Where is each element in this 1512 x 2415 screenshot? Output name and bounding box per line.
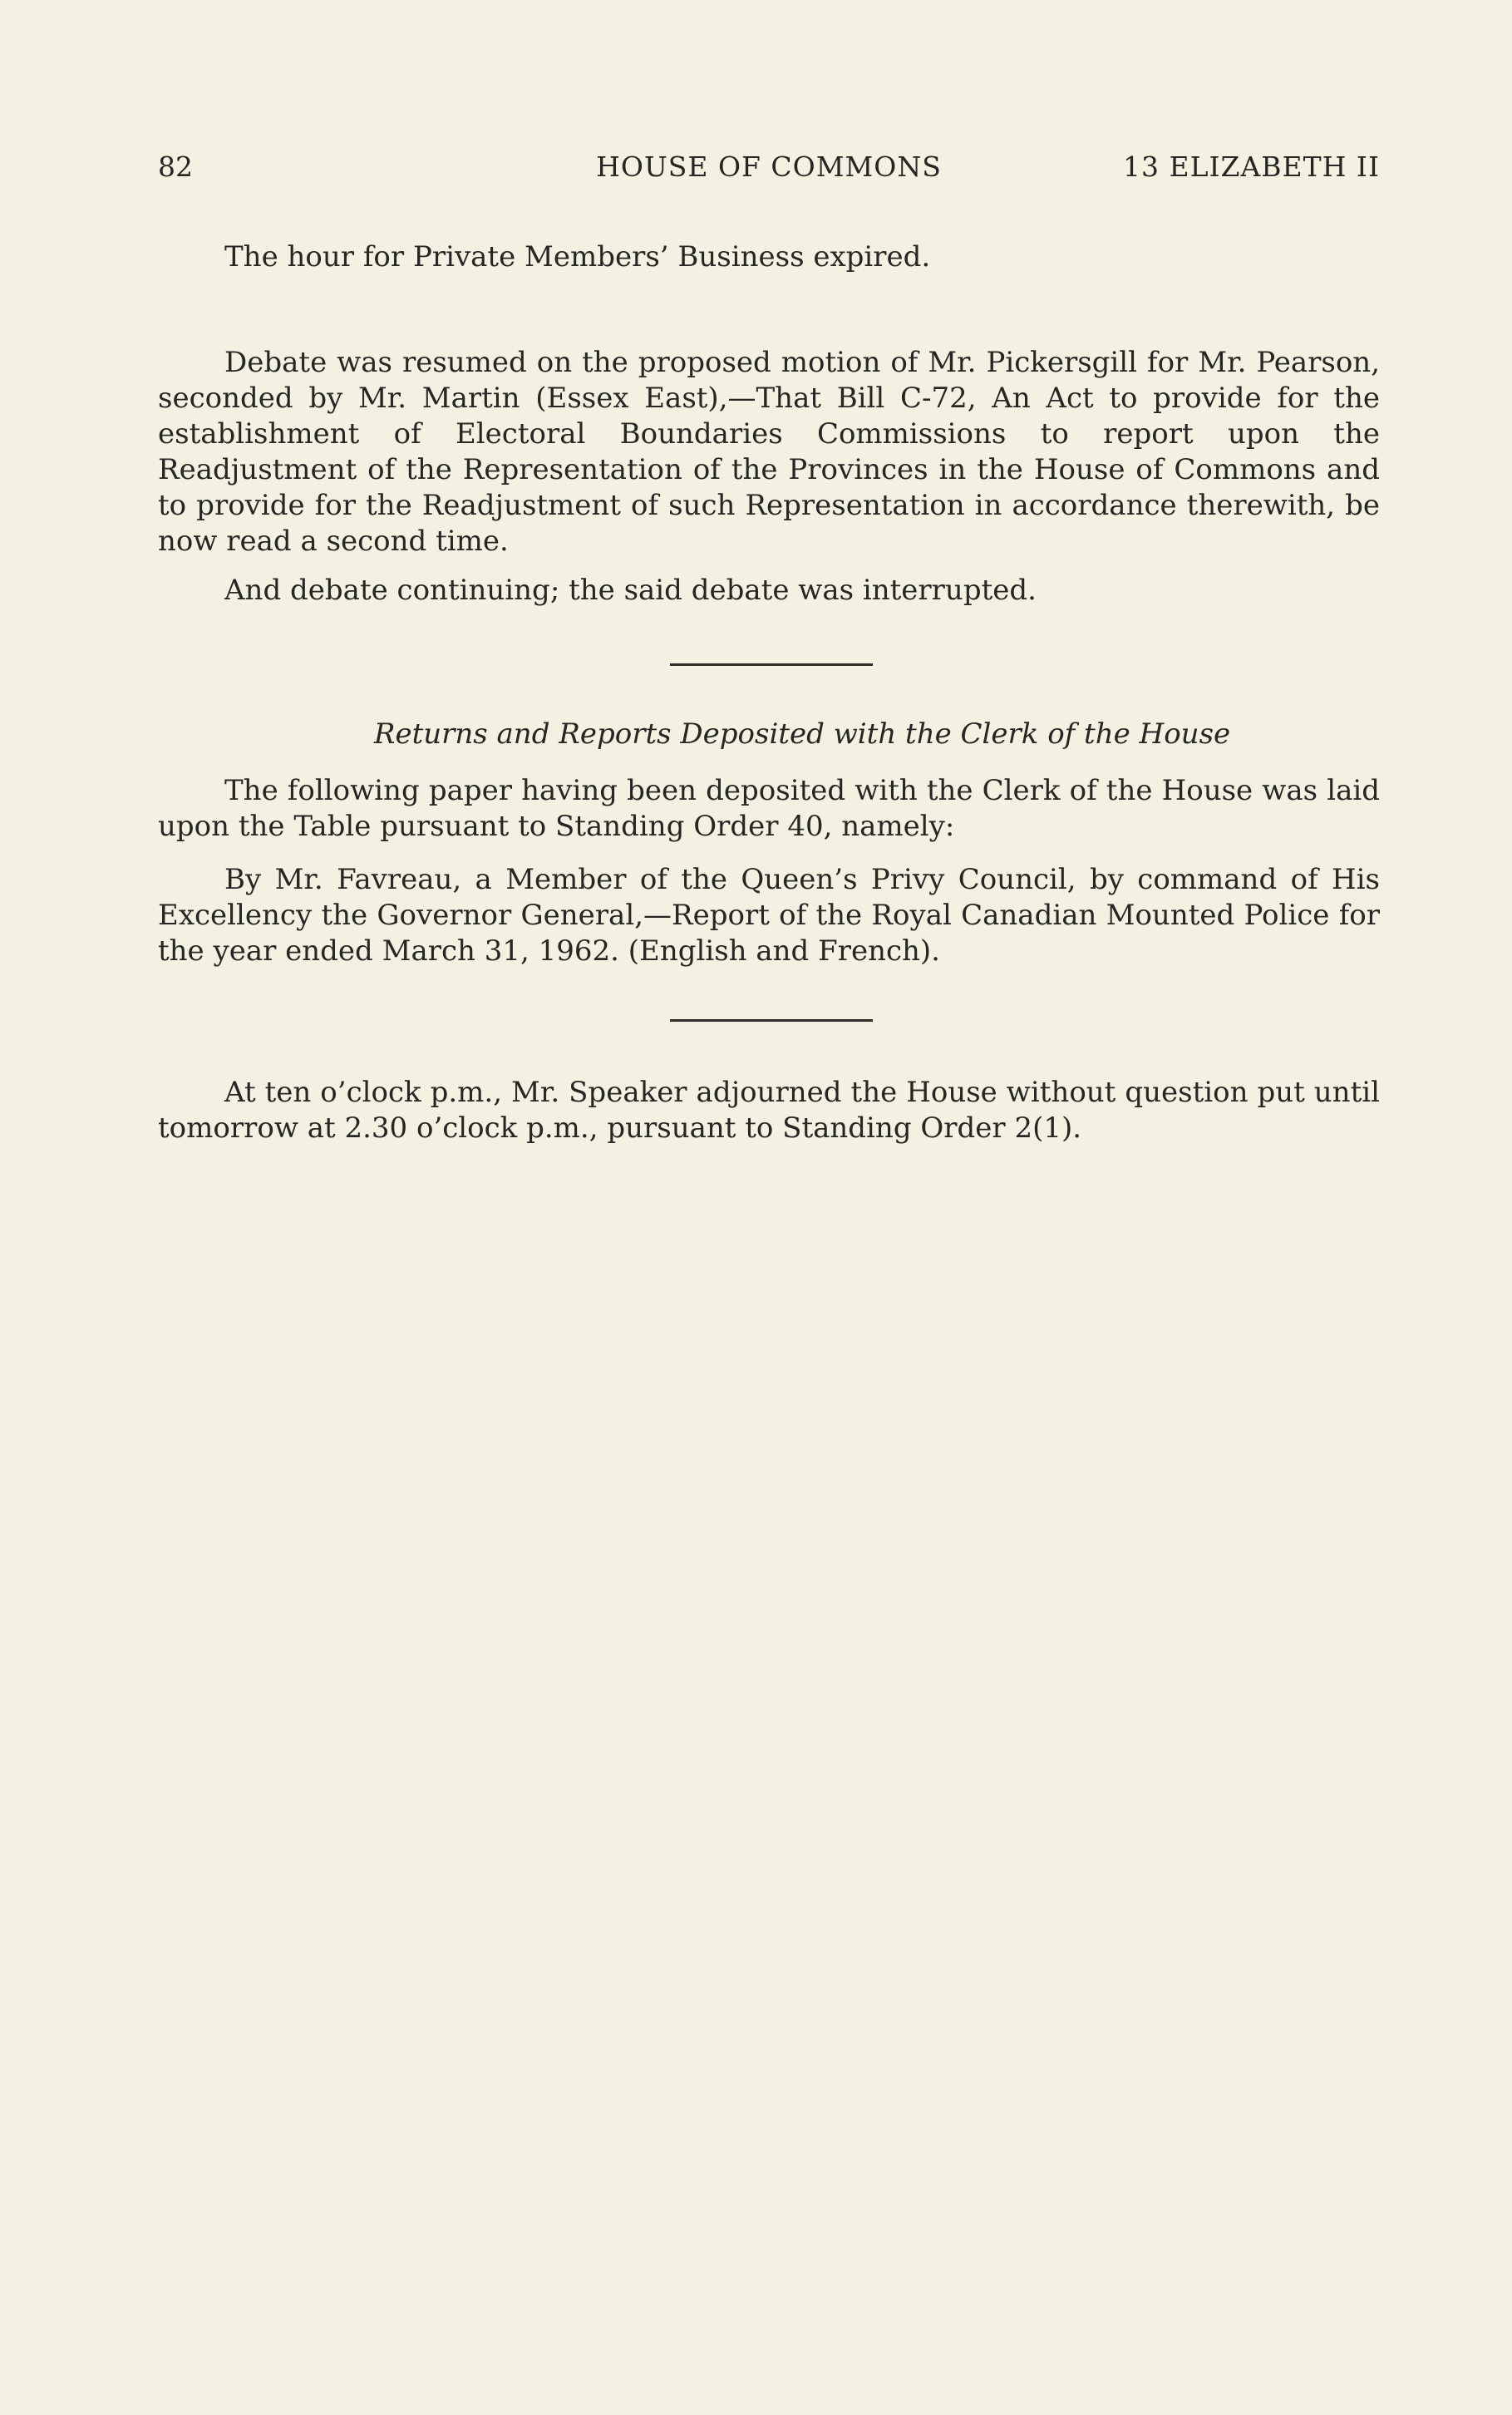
private-members-paragraph: The hour for Private Members’ Business expired.	[224, 240, 931, 274]
favreau-report-paragraph: By Mr. Favreau, a Member of the Queen’s Privy Council, by command of His Excellency the Governor General,—Report of the Royal Canadian Mounted Police for the year ended March 31, 1962. (English and French).	[158, 863, 1380, 968]
running-head	[158, 148, 1380, 186]
regnal-year: 13 ELIZABETH II	[1123, 150, 1380, 183]
adjournment-paragraph: At ten o’clock p.m., Mr. Speaker adjourned the House without question put until tomorrow at 2.30 o’clock p.m., pursuant to Standing Order 2(1).	[158, 1076, 1380, 1145]
debate-resumed-paragraph: Debate was resumed on the proposed motion of Mr. Pickersgill for Mr. Pearson, seconded by Mr. Martin (Essex East),—That Bill C-72, An Act to provide for the establishment of Electoral Boundaries Commissions to report upon the Readjustment of the Representation of the Provinces in the House of Commons and to provide for the Readjustment of such Representation in accordance therewith, be now read a second time.	[158, 346, 1380, 558]
section-divider	[670, 1019, 873, 1022]
page-title: HOUSE OF COMMONS	[596, 150, 942, 183]
paper-deposited-paragraph: The following paper having been deposited with the Clerk of the House was laid upon the Table pursuant to Standing Order 40, namely:	[158, 774, 1380, 843]
page-number: 82	[158, 150, 193, 183]
debate-continuing-paragraph: And debate continuing; the said debate was interrupted.	[224, 574, 1037, 607]
section-divider	[670, 663, 873, 666]
returns-section-heading: Returns and Reports Deposited with the Clerk of the House	[373, 717, 1231, 751]
